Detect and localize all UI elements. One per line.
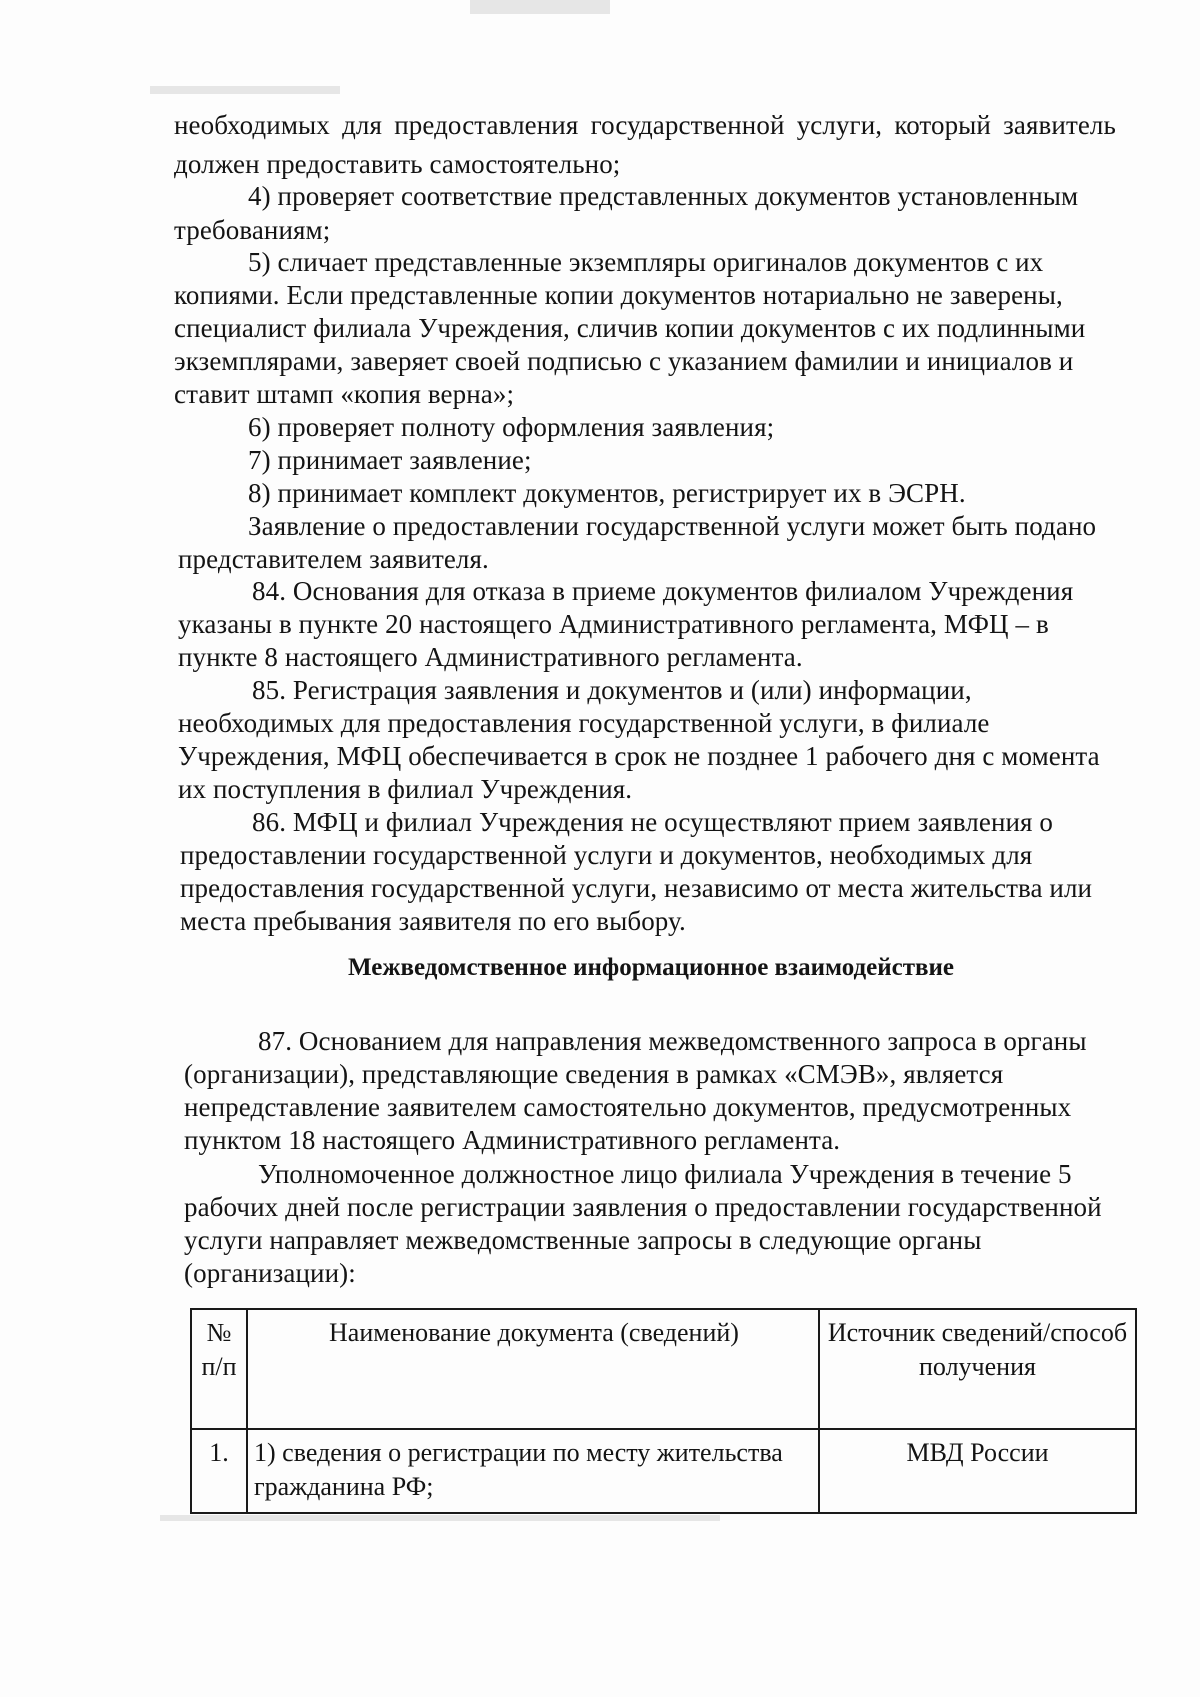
text-line: 5) сличает представленные экземпляры оригиналов документов с их — [248, 247, 1044, 277]
text-line: предоставления государственной услуги, независимо от места жительства или — [180, 873, 1093, 903]
text-line: пунктом 18 настоящего Административного регламента. — [184, 1125, 841, 1155]
scan-artifact — [470, 0, 610, 14]
text-line: Учреждения, МФЦ обеспечивается в срок не позднее 1 рабочего дня с момента — [178, 741, 1100, 771]
text-line: 87. Основанием для направления межведомственного запроса в органы — [258, 1026, 1087, 1056]
text-line: 4) проверяет соответствие представленных документов установленным — [248, 181, 1079, 211]
text-line: места пребывания заявителя по его выбору. — [180, 906, 686, 936]
cell-source: МВД России — [819, 1429, 1136, 1513]
table-header-row — [191, 1309, 1136, 1429]
text-line: специалист филиала Учреждения, сличив копии документов с их подлинными — [174, 313, 1086, 343]
word: необходимых — [174, 110, 330, 140]
requests-table — [190, 1308, 1137, 1514]
section-heading: Межведомственное информационное взаимодействие — [348, 954, 954, 981]
word: государственной — [590, 110, 785, 140]
text-line: их поступления в филиал Учреждения. — [178, 774, 633, 804]
header-num: № п/п — [191, 1309, 247, 1429]
text-line: непредставление заявителем самостоятельно документов, предусмотренных — [184, 1092, 1072, 1122]
word: который — [894, 110, 991, 140]
text-line: представителем заявителя. — [178, 544, 489, 574]
text-line: экземплярами, заверяет своей подписью с указанием фамилии и инициалов и — [174, 346, 1074, 376]
cell-num: 1. — [191, 1429, 247, 1513]
scan-artifact — [150, 86, 340, 94]
text-line: рабочих дней после регистрации заявления о предоставлении государственной — [184, 1192, 1102, 1222]
text-line: 8) принимает комплект документов, регистрирует их в ЭСРН. — [248, 478, 966, 508]
text-line: указаны в пункте 20 настоящего Административного регламента, МФЦ – в — [178, 609, 1049, 639]
text-line: услуги направляет межведомственные запросы в следующие органы — [184, 1225, 982, 1255]
text-line: 6) проверяет полноту оформления заявления; — [248, 412, 775, 442]
text-line: 86. МФЦ и филиал Учреждения не осуществляют прием заявления о — [252, 807, 1054, 837]
text-line: необходимых для предоставления государственной услуги, в филиале — [178, 708, 990, 738]
text-line: 84. Основания для отказа в приеме документов филиалом Учреждения — [252, 576, 1074, 606]
header-document-name: Наименование документа (сведений) — [247, 1309, 819, 1429]
text-line: требованиям; — [174, 215, 331, 245]
text-line: 85. Регистрация заявления и документов и (или) информации, — [252, 675, 972, 705]
cell-document-name: 1) сведения о регистрации по месту жительства гражданина РФ; — [247, 1429, 819, 1513]
word: для — [342, 110, 382, 140]
text-line: 7) принимает заявление; — [248, 445, 532, 475]
text-line: (организации), представляющие сведения в рамках «СМЭВ», является — [184, 1059, 1004, 1089]
text-line: ставит штамп «копия верна»; — [174, 379, 515, 409]
word: предоставления — [394, 110, 579, 140]
header-source: Источник сведений/способ получения — [819, 1309, 1136, 1429]
text-line: Уполномоченное должностное лицо филиала Учреждения в течение 5 — [258, 1159, 1072, 1189]
scan-artifact — [160, 1515, 720, 1521]
text-line: предоставлении государственной услуги и документов, необходимых для — [180, 840, 1033, 870]
text-line: (организации): — [184, 1258, 356, 1288]
text-line — [174, 108, 1116, 142]
text-line: должен предоставить самостоятельно; — [174, 149, 621, 179]
word: заявитель — [1003, 110, 1116, 140]
word: услуги, — [796, 110, 883, 140]
text-line: Заявление о предоставлении государственной услуги может быть подано — [248, 511, 1097, 541]
table-row — [191, 1429, 1136, 1513]
text-line: копиями. Если представленные копии документов нотариально не заверены, — [174, 280, 1063, 310]
text-line: пункте 8 настоящего Административного регламента. — [178, 642, 803, 672]
